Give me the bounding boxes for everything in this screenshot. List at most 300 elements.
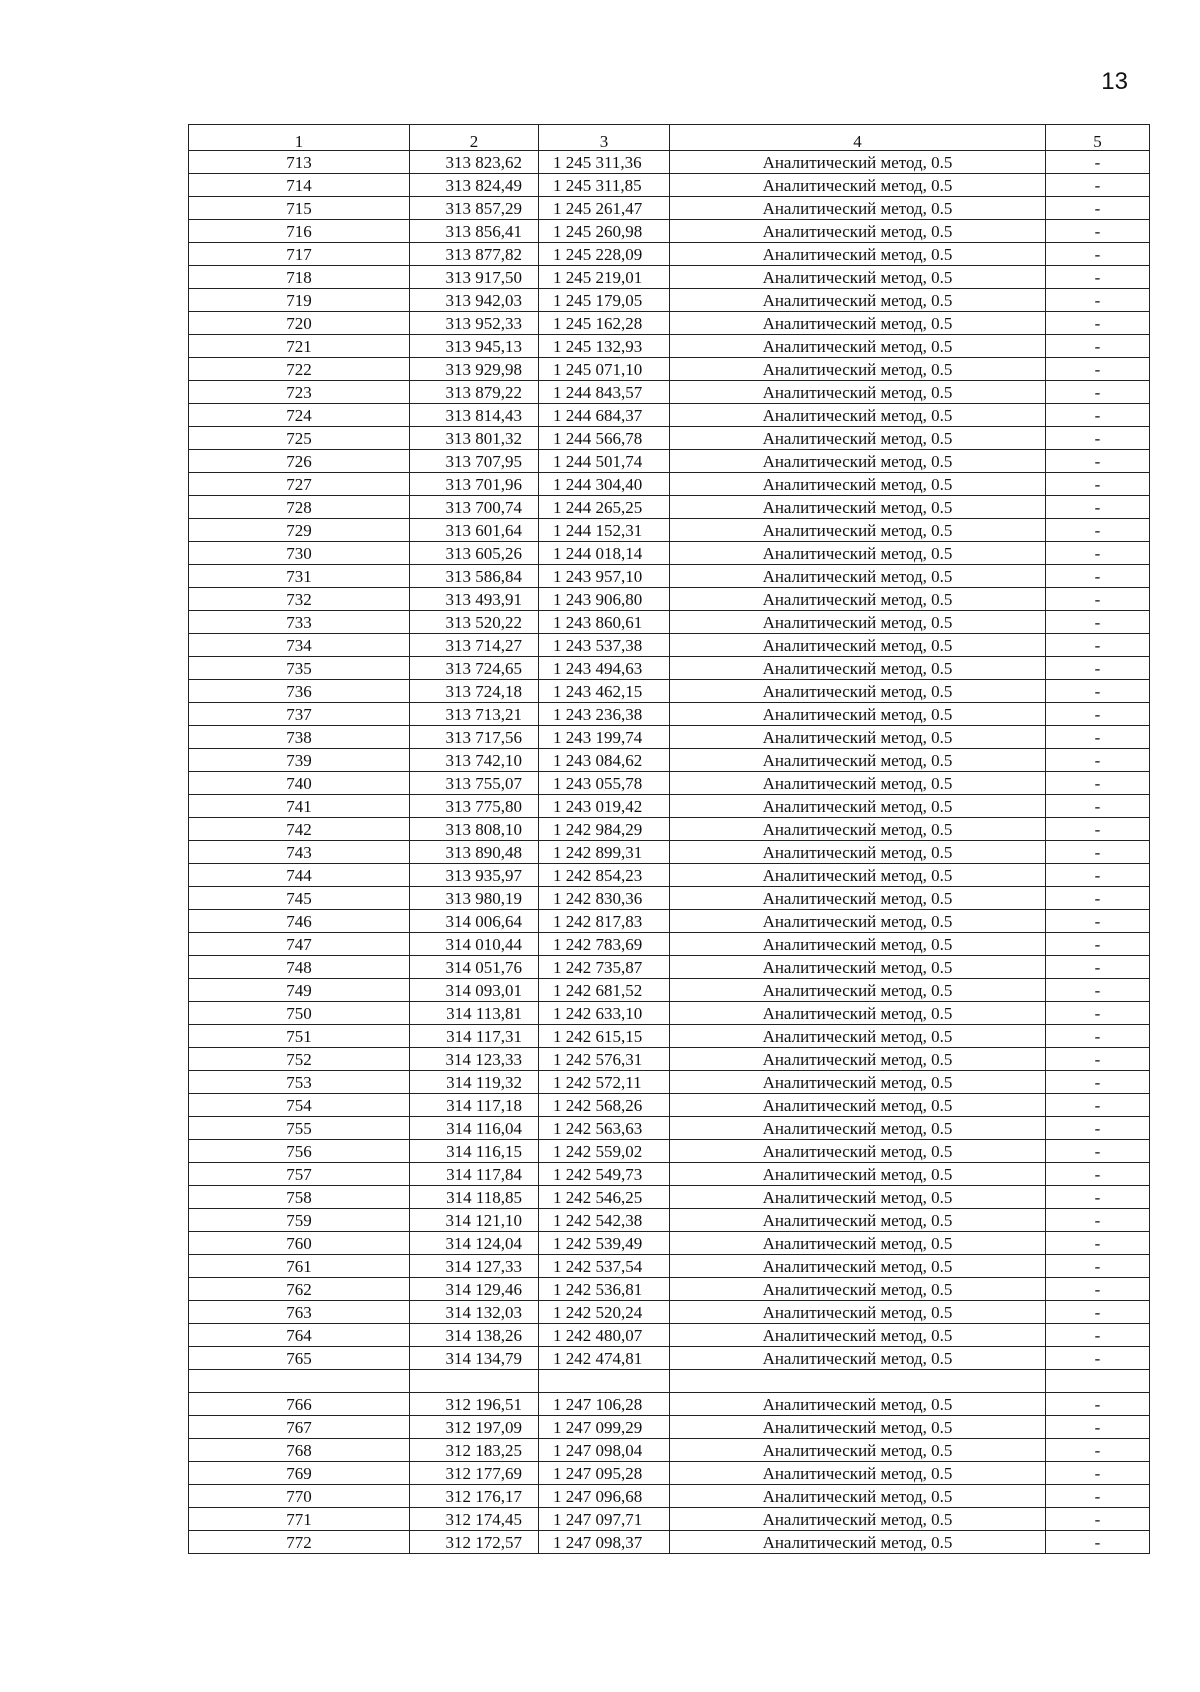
point-number-cell: 747: [189, 933, 410, 956]
y-coordinate-cell: 1 247 098,04: [539, 1439, 670, 1462]
y-coordinate-cell: 1 242 633,10: [539, 1002, 670, 1025]
point-number-cell: 771: [189, 1508, 410, 1531]
note-cell: -: [1046, 519, 1150, 542]
table-row: [189, 243, 1150, 266]
table-row: [189, 795, 1150, 818]
table-row: [189, 933, 1150, 956]
note-cell: -: [1046, 1048, 1150, 1071]
table-row: [189, 818, 1150, 841]
point-number-cell: 750: [189, 1002, 410, 1025]
x-coordinate-cell: 313 980,19: [410, 887, 539, 910]
table-row: [189, 956, 1150, 979]
method-cell: Аналитический метод, 0.5: [670, 174, 1046, 197]
point-number-cell: 731: [189, 565, 410, 588]
method-cell: Аналитический метод, 0.5: [670, 243, 1046, 266]
point-number-cell: 744: [189, 864, 410, 887]
method-cell: Аналитический метод, 0.5: [670, 703, 1046, 726]
note-cell: -: [1046, 174, 1150, 197]
table-row: [189, 1485, 1150, 1508]
table-row: [189, 1071, 1150, 1094]
table-row: [189, 841, 1150, 864]
note-cell: -: [1046, 1025, 1150, 1048]
x-coordinate-cell: 313 808,10: [410, 818, 539, 841]
note-cell: -: [1046, 611, 1150, 634]
note-cell: -: [1046, 381, 1150, 404]
table-row: [189, 565, 1150, 588]
method-cell: Аналитический метод, 0.5: [670, 1117, 1046, 1140]
x-coordinate-cell: 314 093,01: [410, 979, 539, 1002]
column-header-5: 5: [1046, 125, 1150, 151]
point-number-cell: 730: [189, 542, 410, 565]
method-cell: Аналитический метод, 0.5: [670, 887, 1046, 910]
table-row: [189, 910, 1150, 933]
table-row: [189, 1232, 1150, 1255]
x-coordinate-cell: 313 929,98: [410, 358, 539, 381]
table-row: [189, 220, 1150, 243]
method-cell: Аналитический метод, 0.5: [670, 841, 1046, 864]
y-coordinate-cell: 1 244 684,37: [539, 404, 670, 427]
x-coordinate-cell: 312 176,17: [410, 1485, 539, 1508]
method-cell: Аналитический метод, 0.5: [670, 1232, 1046, 1255]
x-coordinate-cell: 314 117,84: [410, 1163, 539, 1186]
method-cell: Аналитический метод, 0.5: [670, 220, 1046, 243]
point-number-cell: 754: [189, 1094, 410, 1117]
point-number-cell: 714: [189, 174, 410, 197]
point-number-cell: 720: [189, 312, 410, 335]
point-number-cell: 751: [189, 1025, 410, 1048]
x-coordinate-cell: 314 116,04: [410, 1117, 539, 1140]
method-cell: Аналитический метод, 0.5: [670, 1094, 1046, 1117]
point-number-cell: 760: [189, 1232, 410, 1255]
method-cell: Аналитический метод, 0.5: [670, 1301, 1046, 1324]
table-row: [189, 588, 1150, 611]
y-coordinate-cell: 1 242 563,63: [539, 1117, 670, 1140]
point-number-cell: 753: [189, 1071, 410, 1094]
method-cell: Аналитический метод, 0.5: [670, 864, 1046, 887]
method-cell: Аналитический метод, 0.5: [670, 818, 1046, 841]
point-number-cell: 732: [189, 588, 410, 611]
x-coordinate-cell: 313 857,29: [410, 197, 539, 220]
y-coordinate-cell: 1 244 566,78: [539, 427, 670, 450]
method-cell: Аналитический метод, 0.5: [670, 910, 1046, 933]
y-coordinate-cell: 1 242 520,24: [539, 1301, 670, 1324]
note-cell: -: [1046, 818, 1150, 841]
table-row: [189, 1324, 1150, 1347]
y-coordinate-cell: 1 242 539,49: [539, 1232, 670, 1255]
x-coordinate-cell: 314 113,81: [410, 1002, 539, 1025]
x-coordinate-cell: 313 714,27: [410, 634, 539, 657]
method-cell: Аналитический метод, 0.5: [670, 634, 1046, 657]
method-cell: Аналитический метод, 0.5: [670, 1462, 1046, 1485]
x-coordinate-cell: 314 121,10: [410, 1209, 539, 1232]
table-row: [189, 1117, 1150, 1140]
y-coordinate-cell: 1 243 494,63: [539, 657, 670, 680]
table-row: [189, 1186, 1150, 1209]
y-coordinate-cell: 1 242 537,54: [539, 1255, 670, 1278]
table-row: [189, 864, 1150, 887]
table-row: [189, 680, 1150, 703]
x-coordinate-cell: 314 127,33: [410, 1255, 539, 1278]
x-coordinate-cell: 313 724,18: [410, 680, 539, 703]
point-number-cell: 722: [189, 358, 410, 381]
table-row: [189, 1439, 1150, 1462]
x-coordinate-cell: 313 493,91: [410, 588, 539, 611]
x-coordinate-cell: 313 917,50: [410, 266, 539, 289]
method-cell: Аналитический метод, 0.5: [670, 749, 1046, 772]
table-row: [189, 174, 1150, 197]
table-row: [189, 1508, 1150, 1531]
method-cell: Аналитический метод, 0.5: [670, 1393, 1046, 1416]
point-number-cell: 742: [189, 818, 410, 841]
point-number-cell: 772: [189, 1531, 410, 1554]
note-cell: -: [1046, 933, 1150, 956]
x-coordinate-cell: 313 775,80: [410, 795, 539, 818]
point-number-cell: 768: [189, 1439, 410, 1462]
x-coordinate-cell: 314 138,26: [410, 1324, 539, 1347]
point-number-cell: 756: [189, 1140, 410, 1163]
x-coordinate-cell: 314 119,32: [410, 1071, 539, 1094]
section-separator-row: [189, 1370, 1150, 1393]
point-number-cell: 716: [189, 220, 410, 243]
y-coordinate-cell: 1 242 549,73: [539, 1163, 670, 1186]
empty-cell: [410, 1370, 539, 1393]
point-number-cell: 761: [189, 1255, 410, 1278]
y-coordinate-cell: 1 243 462,15: [539, 680, 670, 703]
point-number-cell: 767: [189, 1416, 410, 1439]
table-row: [189, 611, 1150, 634]
table-row: [189, 427, 1150, 450]
column-header-1: 1: [189, 125, 410, 151]
x-coordinate-cell: 313 877,82: [410, 243, 539, 266]
table-row: [189, 151, 1150, 174]
y-coordinate-cell: 1 243 084,62: [539, 749, 670, 772]
method-cell: Аналитический метод, 0.5: [670, 1071, 1046, 1094]
method-cell: Аналитический метод, 0.5: [670, 1278, 1046, 1301]
method-cell: Аналитический метод, 0.5: [670, 726, 1046, 749]
note-cell: -: [1046, 1094, 1150, 1117]
note-cell: -: [1046, 680, 1150, 703]
x-coordinate-cell: 314 132,03: [410, 1301, 539, 1324]
point-number-cell: 759: [189, 1209, 410, 1232]
method-cell: Аналитический метод, 0.5: [670, 266, 1046, 289]
method-cell: Аналитический метод, 0.5: [670, 680, 1046, 703]
y-coordinate-cell: 1 245 260,98: [539, 220, 670, 243]
note-cell: -: [1046, 496, 1150, 519]
note-cell: -: [1046, 289, 1150, 312]
table-row: [189, 1163, 1150, 1186]
point-number-cell: 740: [189, 772, 410, 795]
x-coordinate-cell: 313 945,13: [410, 335, 539, 358]
table-row: [189, 1140, 1150, 1163]
method-cell: Аналитический метод, 0.5: [670, 404, 1046, 427]
note-cell: -: [1046, 1462, 1150, 1485]
y-coordinate-cell: 1 247 096,68: [539, 1485, 670, 1508]
table-row: [189, 1209, 1150, 1232]
note-cell: -: [1046, 1508, 1150, 1531]
y-coordinate-cell: 1 244 501,74: [539, 450, 670, 473]
note-cell: -: [1046, 726, 1150, 749]
table-row: [189, 335, 1150, 358]
note-cell: -: [1046, 795, 1150, 818]
table-row: [189, 887, 1150, 910]
point-number-cell: 727: [189, 473, 410, 496]
y-coordinate-cell: 1 244 304,40: [539, 473, 670, 496]
y-coordinate-cell: 1 244 018,14: [539, 542, 670, 565]
x-coordinate-cell: 313 601,64: [410, 519, 539, 542]
table-row: [189, 1025, 1150, 1048]
x-coordinate-cell: 313 701,96: [410, 473, 539, 496]
table-row: [189, 749, 1150, 772]
column-header-4: 4: [670, 125, 1046, 151]
table-header: [189, 125, 1150, 151]
method-cell: Аналитический метод, 0.5: [670, 151, 1046, 174]
x-coordinate-cell: 312 174,45: [410, 1508, 539, 1531]
point-number-cell: 748: [189, 956, 410, 979]
method-cell: Аналитический метод, 0.5: [670, 1163, 1046, 1186]
empty-cell: [1046, 1370, 1150, 1393]
point-number-cell: 758: [189, 1186, 410, 1209]
y-coordinate-cell: 1 242 576,31: [539, 1048, 670, 1071]
y-coordinate-cell: 1 245 071,10: [539, 358, 670, 381]
method-cell: Аналитический метод, 0.5: [670, 1025, 1046, 1048]
method-cell: Аналитический метод, 0.5: [670, 450, 1046, 473]
table-row: [189, 1462, 1150, 1485]
point-number-cell: 713: [189, 151, 410, 174]
method-cell: Аналитический метод, 0.5: [670, 565, 1046, 588]
y-coordinate-cell: 1 242 542,38: [539, 1209, 670, 1232]
x-coordinate-cell: 313 713,21: [410, 703, 539, 726]
y-coordinate-cell: 1 242 546,25: [539, 1186, 670, 1209]
empty-cell: [539, 1370, 670, 1393]
point-number-cell: 715: [189, 197, 410, 220]
page-number: 13: [1101, 68, 1128, 95]
point-number-cell: 723: [189, 381, 410, 404]
method-cell: Аналитический метод, 0.5: [670, 1324, 1046, 1347]
point-number-cell: 736: [189, 680, 410, 703]
note-cell: -: [1046, 266, 1150, 289]
x-coordinate-cell: 314 051,76: [410, 956, 539, 979]
note-cell: -: [1046, 1163, 1150, 1186]
table-row: [189, 1255, 1150, 1278]
note-cell: -: [1046, 1186, 1150, 1209]
method-cell: Аналитический метод, 0.5: [670, 542, 1046, 565]
note-cell: -: [1046, 1002, 1150, 1025]
method-cell: Аналитический метод, 0.5: [670, 519, 1046, 542]
table-row: [189, 634, 1150, 657]
table-row: [189, 197, 1150, 220]
table-row: [189, 1301, 1150, 1324]
method-cell: Аналитический метод, 0.5: [670, 657, 1046, 680]
point-number-cell: 739: [189, 749, 410, 772]
point-number-cell: 763: [189, 1301, 410, 1324]
table-row: [189, 726, 1150, 749]
note-cell: -: [1046, 243, 1150, 266]
point-number-cell: 770: [189, 1485, 410, 1508]
y-coordinate-cell: 1 245 132,93: [539, 335, 670, 358]
method-cell: Аналитический метод, 0.5: [670, 1439, 1046, 1462]
x-coordinate-cell: 313 586,84: [410, 565, 539, 588]
table-row: [189, 703, 1150, 726]
point-number-cell: 735: [189, 657, 410, 680]
x-coordinate-cell: 314 123,33: [410, 1048, 539, 1071]
note-cell: -: [1046, 634, 1150, 657]
method-cell: Аналитический метод, 0.5: [670, 1416, 1046, 1439]
y-coordinate-cell: 1 242 568,26: [539, 1094, 670, 1117]
note-cell: -: [1046, 1485, 1150, 1508]
y-coordinate-cell: 1 243 957,10: [539, 565, 670, 588]
y-coordinate-cell: 1 247 106,28: [539, 1393, 670, 1416]
point-number-cell: 726: [189, 450, 410, 473]
x-coordinate-cell: 312 196,51: [410, 1393, 539, 1416]
point-number-cell: 717: [189, 243, 410, 266]
x-coordinate-cell: 313 942,03: [410, 289, 539, 312]
y-coordinate-cell: 1 244 843,57: [539, 381, 670, 404]
note-cell: -: [1046, 1232, 1150, 1255]
table-row: [189, 266, 1150, 289]
note-cell: -: [1046, 450, 1150, 473]
note-cell: -: [1046, 220, 1150, 243]
note-cell: -: [1046, 1393, 1150, 1416]
x-coordinate-cell: 314 117,18: [410, 1094, 539, 1117]
note-cell: -: [1046, 1255, 1150, 1278]
point-number-cell: 752: [189, 1048, 410, 1071]
x-coordinate-cell: 313 717,56: [410, 726, 539, 749]
y-coordinate-cell: 1 242 615,15: [539, 1025, 670, 1048]
column-header-2: 2: [410, 125, 539, 151]
point-number-cell: 766: [189, 1393, 410, 1416]
method-cell: Аналитический метод, 0.5: [670, 1347, 1046, 1370]
note-cell: -: [1046, 427, 1150, 450]
table-row: [189, 519, 1150, 542]
point-number-cell: 765: [189, 1347, 410, 1370]
note-cell: -: [1046, 887, 1150, 910]
method-cell: Аналитический метод, 0.5: [670, 358, 1046, 381]
note-cell: -: [1046, 910, 1150, 933]
x-coordinate-cell: 313 742,10: [410, 749, 539, 772]
y-coordinate-cell: 1 244 265,25: [539, 496, 670, 519]
note-cell: -: [1046, 1301, 1150, 1324]
table-row: [189, 1347, 1150, 1370]
x-coordinate-cell: 313 952,33: [410, 312, 539, 335]
method-cell: Аналитический метод, 0.5: [670, 588, 1046, 611]
y-coordinate-cell: 1 247 098,37: [539, 1531, 670, 1554]
note-cell: -: [1046, 197, 1150, 220]
method-cell: Аналитический метод, 0.5: [670, 496, 1046, 519]
table-row: [189, 1002, 1150, 1025]
y-coordinate-cell: 1 245 228,09: [539, 243, 670, 266]
point-number-cell: 738: [189, 726, 410, 749]
point-number-cell: 745: [189, 887, 410, 910]
method-cell: Аналитический метод, 0.5: [670, 473, 1046, 496]
y-coordinate-cell: 1 242 681,52: [539, 979, 670, 1002]
method-cell: Аналитический метод, 0.5: [670, 1140, 1046, 1163]
point-number-cell: 728: [189, 496, 410, 519]
point-number-cell: 737: [189, 703, 410, 726]
header-row: [189, 125, 1150, 151]
table-body: [189, 151, 1150, 1554]
point-number-cell: 764: [189, 1324, 410, 1347]
y-coordinate-cell: 1 243 019,42: [539, 795, 670, 818]
y-coordinate-cell: 1 247 095,28: [539, 1462, 670, 1485]
empty-cell: [670, 1370, 1046, 1393]
table-row: [189, 450, 1150, 473]
y-coordinate-cell: 1 243 906,80: [539, 588, 670, 611]
note-cell: -: [1046, 772, 1150, 795]
y-coordinate-cell: 1 247 097,71: [539, 1508, 670, 1531]
note-cell: -: [1046, 565, 1150, 588]
y-coordinate-cell: 1 243 199,74: [539, 726, 670, 749]
y-coordinate-cell: 1 242 480,07: [539, 1324, 670, 1347]
y-coordinate-cell: 1 247 099,29: [539, 1416, 670, 1439]
method-cell: Аналитический метод, 0.5: [670, 1186, 1046, 1209]
x-coordinate-cell: 313 823,62: [410, 151, 539, 174]
x-coordinate-cell: 312 197,09: [410, 1416, 539, 1439]
method-cell: Аналитический метод, 0.5: [670, 611, 1046, 634]
x-coordinate-cell: 314 134,79: [410, 1347, 539, 1370]
y-coordinate-cell: 1 244 152,31: [539, 519, 670, 542]
note-cell: -: [1046, 151, 1150, 174]
table-row: [189, 657, 1150, 680]
note-cell: -: [1046, 1117, 1150, 1140]
y-coordinate-cell: 1 243 236,38: [539, 703, 670, 726]
note-cell: -: [1046, 1278, 1150, 1301]
method-cell: Аналитический метод, 0.5: [670, 1485, 1046, 1508]
x-coordinate-cell: 313 801,32: [410, 427, 539, 450]
note-cell: -: [1046, 358, 1150, 381]
x-coordinate-cell: 313 890,48: [410, 841, 539, 864]
y-coordinate-cell: 1 242 817,83: [539, 910, 670, 933]
note-cell: -: [1046, 864, 1150, 887]
x-coordinate-cell: 314 010,44: [410, 933, 539, 956]
note-cell: -: [1046, 312, 1150, 335]
x-coordinate-cell: 313 700,74: [410, 496, 539, 519]
note-cell: -: [1046, 1439, 1150, 1462]
x-coordinate-cell: 313 824,49: [410, 174, 539, 197]
note-cell: -: [1046, 1324, 1150, 1347]
note-cell: -: [1046, 956, 1150, 979]
y-coordinate-cell: 1 243 860,61: [539, 611, 670, 634]
point-number-cell: 762: [189, 1278, 410, 1301]
note-cell: -: [1046, 703, 1150, 726]
note-cell: -: [1046, 1140, 1150, 1163]
point-number-cell: 718: [189, 266, 410, 289]
method-cell: Аналитический метод, 0.5: [670, 1209, 1046, 1232]
empty-cell: [189, 1370, 410, 1393]
table-row: [189, 496, 1150, 519]
point-number-cell: 733: [189, 611, 410, 634]
note-cell: -: [1046, 404, 1150, 427]
method-cell: Аналитический метод, 0.5: [670, 197, 1046, 220]
point-number-cell: 769: [189, 1462, 410, 1485]
method-cell: Аналитический метод, 0.5: [670, 1531, 1046, 1554]
table-row: [189, 1048, 1150, 1071]
table-row: [189, 1094, 1150, 1117]
y-coordinate-cell: 1 242 536,81: [539, 1278, 670, 1301]
point-number-cell: 724: [189, 404, 410, 427]
point-number-cell: 749: [189, 979, 410, 1002]
x-coordinate-cell: 314 118,85: [410, 1186, 539, 1209]
y-coordinate-cell: 1 243 537,38: [539, 634, 670, 657]
point-number-cell: 725: [189, 427, 410, 450]
method-cell: Аналитический метод, 0.5: [670, 1002, 1046, 1025]
x-coordinate-cell: 314 117,31: [410, 1025, 539, 1048]
x-coordinate-cell: 313 935,97: [410, 864, 539, 887]
note-cell: -: [1046, 979, 1150, 1002]
x-coordinate-cell: 313 814,43: [410, 404, 539, 427]
note-cell: -: [1046, 1071, 1150, 1094]
point-number-cell: 721: [189, 335, 410, 358]
method-cell: Аналитический метод, 0.5: [670, 795, 1046, 818]
